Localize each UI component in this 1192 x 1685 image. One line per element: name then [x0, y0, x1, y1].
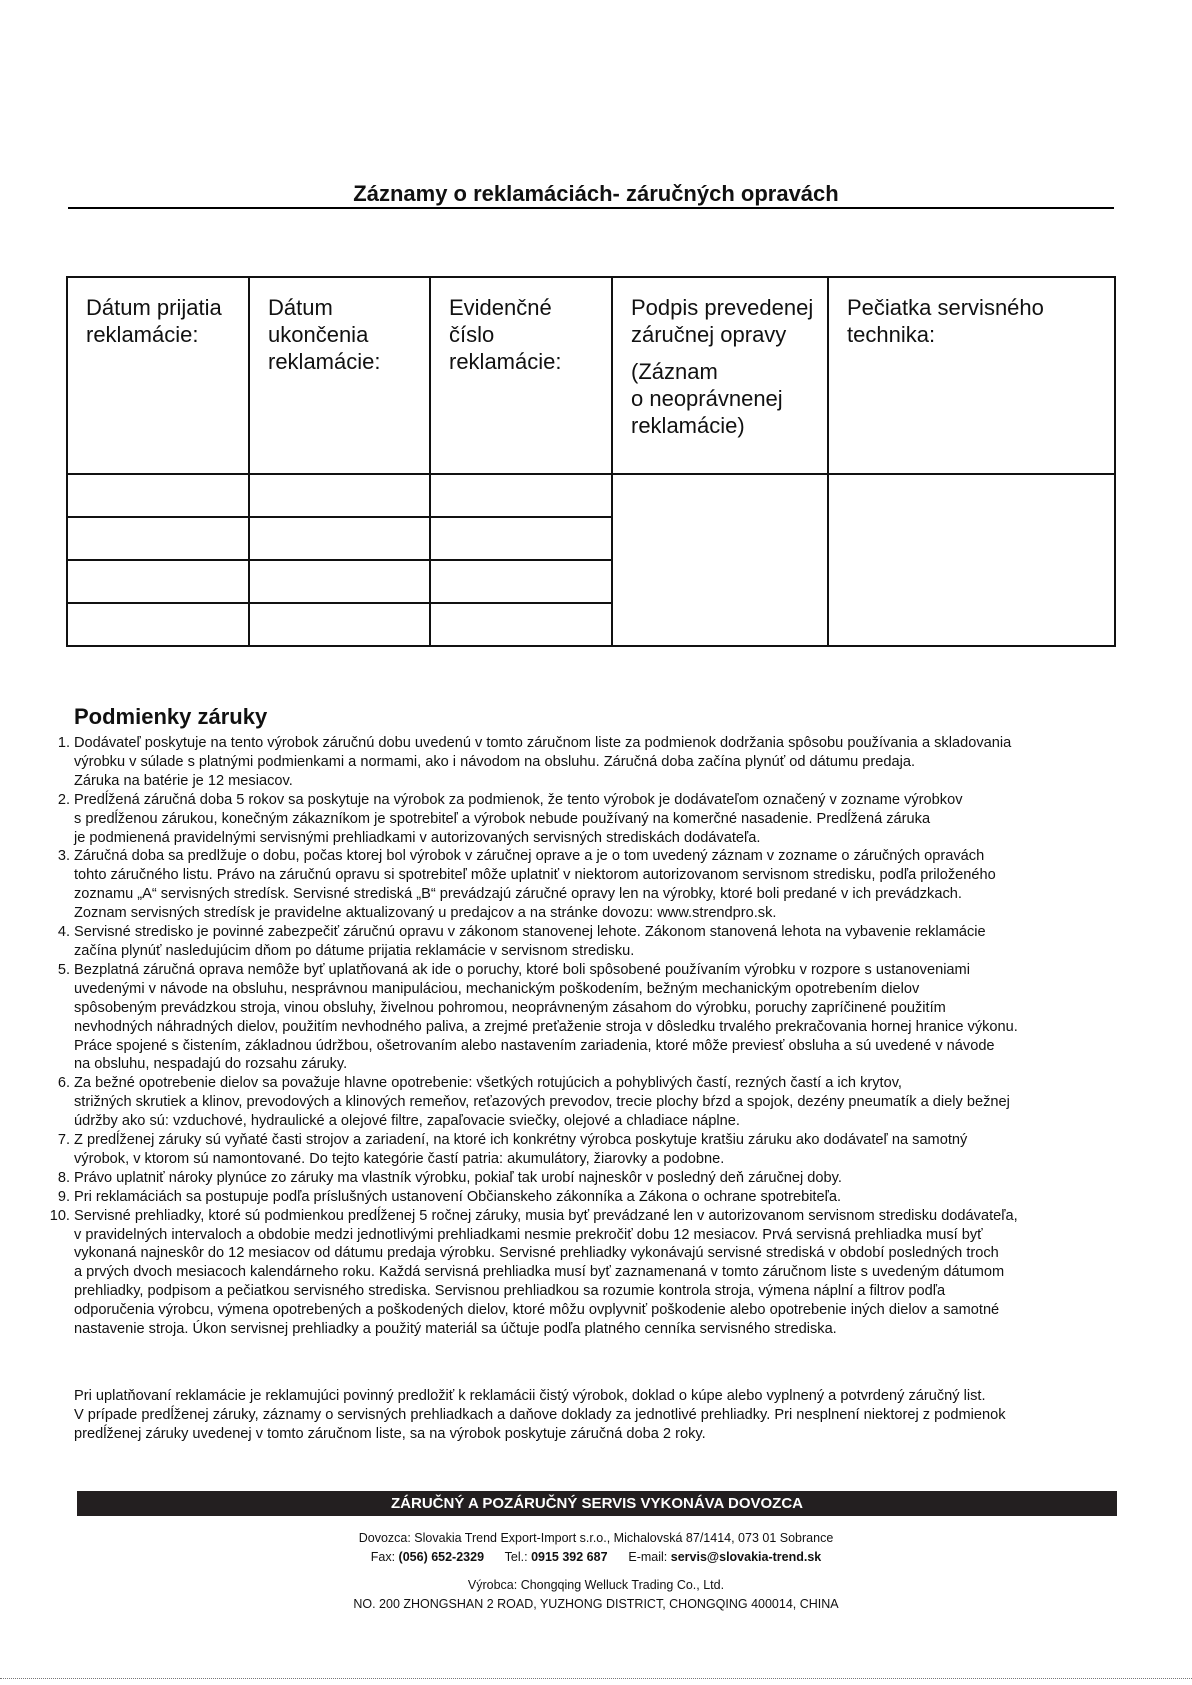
condition-item — [57, 734, 1140, 791]
condition-text-line: vykonaná najneskôr do 12 mesiacov od dátumu predaja výrobku. Servisné prehliadky vykonávajú servisné strediská v období posledných troch — [74, 1245, 999, 1262]
fax-number: (056) 652-2329 — [398, 1550, 485, 1564]
condition-text-line: s predĺženou zárukou, konečným zákazníkom je spotrebiteľ a výrobok nebude používaný na komerčné nasadenie. Predĺžená záruka — [74, 810, 931, 827]
condition-number: 5. — [57, 961, 70, 978]
cell-claim-number[interactable] — [430, 560, 612, 603]
condition-number: 4. — [57, 924, 70, 941]
cell-technician-stamp[interactable] — [828, 474, 1115, 646]
header-claim-number: Evidenčné číslo reklamácie: — [430, 277, 612, 474]
condition-text-line: prehliadky, podpisom a pečiatkou servisného strediska. Servisnou prehliadkou sa rozumie kontrola stroja, výmena náplní a filtrov podľa — [74, 1283, 946, 1300]
condition-item — [57, 1131, 1140, 1169]
condition-item — [57, 1169, 1140, 1188]
condition-number: 7. — [57, 1132, 70, 1149]
condition-text-line: Pri reklamáciách sa postupuje podľa príslušných ustanovení Občianskeho zákonníka a Zákona o ochrane spotrebiteľa. — [74, 1188, 842, 1205]
condition-text-line: Predĺžená záručná doba 5 rokov sa poskytuje na výrobok za podmienok, že tento výrobok je dodávateľom označený v zozname výrobkov — [74, 791, 963, 808]
condition-number: 9. — [57, 1188, 70, 1205]
conditions-list — [49, 734, 1140, 1339]
condition-text-line: výrobku v súlade s platnými podmienkami a normami, ako i návodom na obsluhu. Záručná doba začína plynúť od dátumu predaja. — [74, 753, 916, 770]
claim-submission-note: Pri uplatňovaní reklamácie je reklamujúci povinný predložiť k reklamácii čistý výrobok, doklad o kúpe alebo vyplnený a potvrdený záručný list. V prípade predĺženej záruky, záznamy o servisných prehliadkach a daňove doklady za jednotlivé prehliadky. Pri nesplnení niektorej z podmienok predĺženej záruky uvedenej v tomto záručnom liste, sa na výrobok poskytuje záručná doba 2 roky. — [74, 1388, 1006, 1442]
condition-text-line: Práce spojené s čistením, základnou údržbou, ošetrovaním alebo nastavením zariadenia, ktoré môže previesť obsluha a sú uvedené v návode — [74, 1037, 995, 1054]
phone-number: 0915 392 687 — [531, 1550, 608, 1564]
condition-text-line: nevhodných náhradných dielov, použitím nevhodného paliva, a zrejmé preťaženie stroja v dôsledku trvalého prekračovania hornej hranice výkonu. — [74, 1018, 1018, 1035]
condition-text-line: tohto záručného listu. Právo na záručnú opravu si spotrebiteľ môže uplatniť v niektorom autorizovanom servisnom stredisku, podľa priloženého — [74, 867, 996, 884]
cell-repair-signature[interactable] — [612, 474, 828, 646]
cell-date-completed[interactable] — [249, 474, 430, 517]
condition-text-line: spôsobeným prevádzkou stroja, vinou obsluhy, živelnou pohromou, neoprávneným zásahom do výrobku, poruchy zapríčinené použitím — [74, 999, 946, 1016]
condition-number: 6. — [57, 1075, 70, 1092]
phone-line: Fax: (056) 652-2329 Tel.: 0915 392 687 E-mail: servis@slovakia-trend.sk — [370, 1550, 822, 1564]
condition-item — [57, 961, 1140, 1074]
condition-text-line: výrobok, v ktorom sú namontované. Do tejto kategórie častí patria: akumulátory, žiarovky a podobne. — [74, 1150, 725, 1167]
cell-date-completed[interactable] — [249, 560, 430, 603]
condition-text-line: strižných skrutiek a klinov, prevodových a klinových remeňov, reťazových prevodov, trecie plochy bŕzd a spojok, dezény pneumatík a diely bežnej — [74, 1094, 1010, 1111]
condition-number: 1. — [57, 735, 70, 751]
service-banner: ZÁRUČNÝ A POZÁRUČNÝ SERVIS VYKONÁVA DOVOZCA — [77, 1491, 1117, 1516]
condition-text-line: Dodávateľ poskytuje na tento výrobok záručnú dobu uvedenú v tomto záručnom liste za podmienok dodržania spôsobu používania a skladovania — [74, 735, 1012, 751]
header-technician-stamp: Pečiatka servisného technika: — [828, 277, 1115, 474]
condition-text-line: odporučenia výrobcu, výmena opotrebených a poškodených dielov, ktoré môžu ovplyvniť poškodenie alebo opotrebenie iných dielov a samotné — [74, 1302, 1000, 1319]
title-underline — [68, 207, 1114, 209]
page-bottom-rule — [0, 1678, 1192, 1679]
condition-text-line: Zoznam servisných stredísk je pravidelne aktualizovaný u predajcov a na stránke dovozu: www.strendpro.sk. — [74, 905, 777, 922]
cell-date-completed[interactable] — [249, 517, 430, 560]
header-repair-signature: Podpis prevedenej záručnej opravy (Záznam o neoprávnenej reklamácie) — [612, 277, 828, 474]
cell-date-completed[interactable] — [249, 603, 430, 646]
condition-text-line: Záručná doba sa predlžuje o dobu, počas ktorej bol výrobok v záručnej oprave a je o tom uvedený záznam v zozname o záručných opravách — [74, 848, 985, 865]
cell-date-received[interactable] — [67, 474, 249, 517]
condition-number: 10. — [49, 1207, 70, 1224]
manufacturer-line: Výrobca: Chongqing Welluck Trading Co., Ltd. — [467, 1578, 725, 1592]
table-row — [67, 474, 1115, 517]
cell-date-received[interactable] — [67, 603, 249, 646]
header-date-completed: Dátum ukončenia reklamácie: — [249, 277, 430, 474]
page-title: Záznamy o reklamáciách- záručných opravách — [353, 181, 839, 206]
condition-item — [57, 923, 1140, 961]
condition-text-line: nastavenie stroja. Úkon servisnej prehliadky a použitý materiál sa účtuje podľa platného cenníka servisného strediska. — [74, 1321, 837, 1338]
cell-claim-number[interactable] — [430, 517, 612, 560]
condition-text-line: na obsluhu, nespadajú do rozsahu záruky. — [74, 1056, 348, 1073]
contact-block — [0, 1529, 1192, 1614]
importer-line: Dovozca: Slovakia Trend Export-Import s.r.o., Michalovská 87/1414, 073 01 Sobrance — [358, 1531, 834, 1545]
condition-item — [49, 1207, 1140, 1339]
condition-item — [57, 791, 1140, 848]
header-date-received: Dátum prijatia reklamácie: — [67, 277, 249, 474]
condition-text-line: Za bežné opotrebenie dielov sa považuje hlavne opotrebenie: všetkých rotujúcich a pohyblivých častí, rezných častí a ich krytov, — [74, 1075, 902, 1092]
condition-text-line: Bezplatná záručná oprava nemôže byť uplatňovaná ak ide o poruchy, ktoré boli spôsobené používaním výrobku v rozpore s ustanoveniami — [74, 961, 970, 978]
cell-claim-number[interactable] — [430, 474, 612, 517]
condition-text-line: uvedenými v návode na obsluhu, nesprávnou manipuláciou, mechanickým poškodením, bežným mechanickým opotrebením dielov — [74, 980, 920, 997]
condition-text-line: údržby ako sú: vzduchové, hydraulické a olejové filtre, zapaľovacie sviečky, olejové a chladiace náplne. — [74, 1113, 740, 1130]
condition-text-line: v pravidelných intervaloch a obdobie medzi jednotlivými prehliadkami nesmie prekročiť dobu 12 mesiacov. Prvá servisná prehliadka musí byť — [74, 1226, 983, 1243]
condition-text-line: a prvých dvoch mesiacoch kalendárneho roku. Každá servisná prehliadka musí byť zaznamenaná v tomto záručnom liste s uvedeným dátumom — [74, 1264, 1005, 1281]
manufacturer-address: NO. 200 ZHONGSHAN 2 ROAD, YUZHONG DISTRICT, CHONGQING 400014, CHINA — [353, 1597, 839, 1611]
condition-text-line: Z predĺženej záruky sú vyňaté časti strojov a zariadení, na ktoré ich konkrétny výrobca poskytuje kratšiu záruku ako dodávateľ na samotný — [74, 1132, 968, 1149]
table-header-row — [67, 277, 1115, 474]
condition-text-line: Záruka na batérie je 12 mesiacov. — [74, 772, 293, 789]
condition-text-line: Právo uplatniť nároky plynúce zo záruky ma vlastník výrobku, pokiaľ tak urobí najneskôr v posledný deň záručnej doby. — [74, 1169, 842, 1186]
condition-item — [57, 1188, 1140, 1207]
header-note: (Záznam o neoprávnenej reklamácie) — [631, 359, 783, 438]
condition-item — [57, 847, 1140, 923]
claims-record-table — [66, 276, 1116, 647]
condition-number: 3. — [57, 848, 70, 865]
condition-number: 8. — [57, 1169, 70, 1186]
cell-date-received[interactable] — [67, 517, 249, 560]
condition-number: 2. — [57, 791, 70, 808]
cell-claim-number[interactable] — [430, 603, 612, 646]
conditions-heading: Podmienky záruky — [74, 704, 268, 729]
email-address[interactable]: servis@slovakia-trend.sk — [670, 1550, 822, 1564]
condition-text-line: je podmienená pravidelnými servisnými prehliadkami v autorizovaných servisných strediskách dodávateľa. — [74, 829, 761, 846]
condition-text-line: začína plynúť nasledujúcim dňom po dátume prijatia reklamácie v servisnom stredisku. — [74, 942, 635, 959]
condition-text-line: Servisné prehliadky, ktoré sú podmienkou predĺženej 5 ročnej záruky, musia byť prevádzané len v autorizovanom servisnom stredisku dodávateľa, — [74, 1207, 1018, 1224]
condition-text-line: Servisné stredisko je povinné zabezpečiť záručnú opravu v zákonom stanovenej lehote. Zákonom stanovená lehota na vybavenie reklamácie — [74, 924, 986, 941]
cell-date-received[interactable] — [67, 560, 249, 603]
condition-text-line: zoznamu „A“ servisných stredísk. Servisné strediská „B“ prevádzajú záručné opravy len na výrobky, ktoré boli predané v ich prevádzkach. — [74, 886, 962, 903]
condition-item — [57, 1074, 1140, 1131]
